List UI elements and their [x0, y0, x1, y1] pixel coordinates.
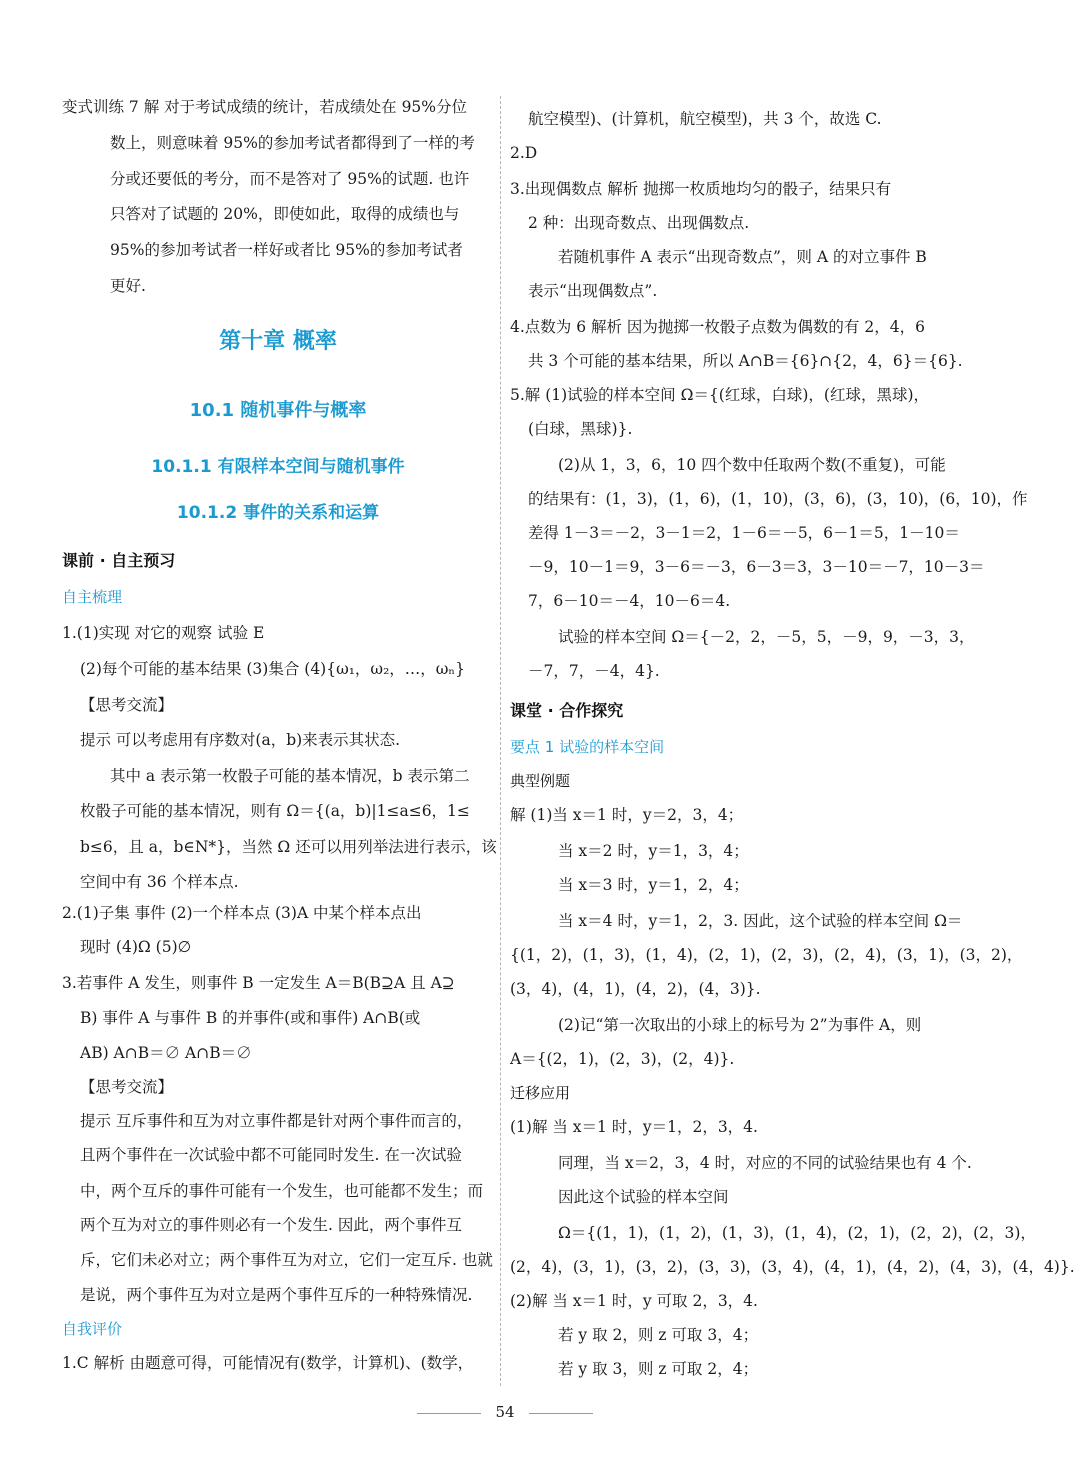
text-line: 5.解 (1)试验的样本空间 Ω＝{(红球，白球)，(红球，黑球)， [510, 386, 930, 404]
text-line: 差得 1－3＝－2，3－1＝2，1－6＝－5，6－1＝5，1－10＝ [528, 524, 960, 542]
text-line: 共 3 个可能的基本结果，所以 A∩B＝{6}∩{2，4，6}＝{6}. [528, 352, 963, 370]
text-line: (1)解 当 x＝1 时，y＝1，2，3，4. [510, 1118, 758, 1136]
text-line: A＝{(2，1)，(2，3)，(2，4)}. [510, 1050, 735, 1068]
text-line: B) 事件 A 与事件 B 的并事件(或和事件) A∩B(或 [80, 1009, 421, 1027]
text-line: b≤6，且 a，b∈N*}，当然 Ω 还可以用列举法进行表示，该 [80, 838, 497, 856]
text-line: 1.C 解析 由题意可得，可能情况有(数学，计算机)、(数学， [62, 1354, 474, 1372]
text-line: {(1，2)，(1，3)，(1，4)，(2，1)，(2，3)，(2，4)，(3，1)，(3，2)， [510, 946, 1023, 964]
text-line: 更好. [110, 277, 146, 295]
subsection-title: 10.1.1 有限样本空间与随机事件 [151, 457, 405, 477]
text-line: 只答对了试题的 20%，即使如此，取得的成绩也与 [110, 205, 460, 223]
section-title: 10.1 随机事件与概率 [189, 400, 367, 421]
plain-heading: 典型例题 [510, 772, 571, 790]
part-heading: 课堂 · 合作探究 [510, 701, 624, 720]
text-line: 2 种：出现奇数点、出现偶数点. [528, 214, 750, 232]
text-line: 其中 a 表示第一枚骰子可能的基本情况，b 表示第二 [110, 767, 470, 785]
text-line: 数上，则意味着 95%的参加考试者都得到了一样的考 [110, 134, 475, 152]
text-line: 空间中有 36 个样本点. [80, 873, 239, 891]
blue-heading: 要点 1 试验的样本空间 [510, 738, 665, 756]
chapter-title: 第十章 概率 [219, 329, 337, 354]
text-line: 且两个事件在一次试验中都不可能同时发生. 在一次试验 [80, 1146, 462, 1164]
text-line: 同理，当 x＝2，3，4 时，对应的不同的试验结果也有 4 个. [558, 1154, 972, 1172]
text-line: Ω＝{(1，1)，(1，2)，(1，3)，(1，4)，(2，1)，(2，2)，(2，3)， [558, 1224, 1036, 1242]
text-line: 95%的参加考试者一样好或者比 95%的参加考试者 [110, 241, 463, 259]
text-line: 2.(1)子集 事件 (2)一个样本点 (3)A 中某个样本点出 [62, 904, 422, 922]
text-line: 【思考交流】 [80, 1078, 174, 1096]
text-line: 解 (1)当 x＝1 时，y＝2，3，4； [510, 806, 744, 824]
text-line: 航空模型)、(计算机，航空模型)，共 3 个，故选 C. [528, 110, 882, 128]
text-line: AB) A∩B＝∅ A∩B＝∅ [80, 1044, 252, 1062]
text-line: 1.(1)实现 对它的观察 试验 E [62, 624, 265, 642]
footer-rule-right [529, 1413, 593, 1414]
text-line: 试验的样本空间 Ω＝{－2，2，－5，5，－9，9，－3，3， [558, 628, 975, 646]
blue-heading: 自我评价 [62, 1320, 123, 1338]
text-line: 现时 (4)Ω (5)∅ [80, 938, 192, 956]
text-line: (3，4)，(4，1)，(4，2)，(4，3)}. [510, 980, 761, 998]
text-line: 7，6－10＝－4，10－6＝4. [528, 592, 731, 610]
text-line: 当 x＝4 时，y＝1，2，3. 因此，这个试验的样本空间 Ω＝ [558, 912, 963, 930]
footer-rule-left [417, 1413, 481, 1414]
text-line: (2)每个可能的基本结果 (3)集合 (4){ω₁，ω₂，…，ωₙ} [80, 660, 465, 678]
text-line: 分或还要低的考分，而不是答对了 95%的试题. 也许 [110, 170, 470, 188]
text-line: (2)从 1，3，6，10 四个数中任取两个数(不重复)，可能 [558, 456, 946, 474]
text-line: 斥，它们未必对立；两个事件互为对立，它们一定互斥. 也就 [80, 1251, 493, 1269]
text-line: －9，10－1＝9，3－6＝－3，6－3＝3，3－10＝－7，10－3＝ [528, 558, 985, 576]
column-separator [500, 96, 501, 1386]
text-line: 当 x＝2 时，y＝1，3，4； [558, 842, 749, 860]
plain-heading: 迁移应用 [510, 1084, 571, 1102]
text-line: 枚骰子可能的基本情况，则有 Ω＝{(a，b)|1≤a≤6，1≤ [80, 802, 470, 820]
text-line: 3.出现偶数点 解析 抛掷一枚质地均匀的骰子，结果只有 [510, 180, 892, 198]
text-line: 若随机事件 A 表示“出现奇数点”，则 A 的对立事件 B [558, 248, 927, 266]
text-line: (2)记“第一次取出的小球上的标号为 2”为事件 A，则 [558, 1016, 922, 1034]
page-footer [0, 1403, 1010, 1421]
text-line: 3.若事件 A 发生，则事件 B 一定发生 A＝B(B⊇A 且 A⊇ [62, 974, 455, 992]
text-line: (白球，黑球)}. [528, 420, 633, 438]
text-line: 的结果有：(1，3)，(1，6)，(1，10)，(3，6)，(3，10)，(6，10)，作 [528, 490, 1028, 508]
text-line: 当 x＝3 时，y＝1，2，4； [558, 876, 749, 894]
subsection-title: 10.1.2 事件的关系和运算 [176, 503, 380, 523]
text-line: (2)解 当 x＝1 时，y 可取 2，3，4. [510, 1292, 758, 1310]
text-line: 中，两个互斥的事件可能有一个发生，也可能都不发生；而 [80, 1182, 484, 1200]
text-line: －7，7，－4，4}. [528, 662, 660, 680]
text-line: 表示“出现偶数点”. [528, 282, 658, 300]
text-line: 4.点数为 6 解析 因为抛掷一枚骰子点数为偶数的有 2，4，6 [510, 318, 925, 336]
text-line: 若 y 取 2，则 z 可取 3，4； [558, 1326, 759, 1344]
blue-heading: 自主梳理 [62, 588, 123, 606]
page-number: 54 [495, 1403, 515, 1421]
text-line: 【思考交流】 [80, 696, 174, 714]
text-line: 若 y 取 3，则 z 可取 2，4； [558, 1360, 759, 1378]
text-line: 提示 可以考虑用有序数对(a，b)来表示其状态. [80, 731, 401, 749]
part-heading: 课前 · 自主预习 [62, 551, 176, 570]
text-line: 因此这个试验的样本空间 [558, 1188, 729, 1206]
text-line: 2.D [510, 144, 538, 162]
text-line: 变式训练 7 解 对于考试成绩的统计，若成绩处在 95%分位 [62, 98, 468, 116]
text-line: (2，4)，(3，1)，(3，2)，(3，3)，(3，4)，(4，1)，(4，2)，(4，3)，(4，4)}. [510, 1258, 1075, 1276]
text-line: 提示 互斥事件和互为对立事件都是针对两个事件而言的， [80, 1112, 473, 1130]
text-line: 是说，两个事件互为对立是两个事件互斥的一种特殊情况. [80, 1286, 473, 1304]
text-line: 两个互为对立的事件则必有一个发生. 因此，两个事件互 [80, 1216, 462, 1234]
